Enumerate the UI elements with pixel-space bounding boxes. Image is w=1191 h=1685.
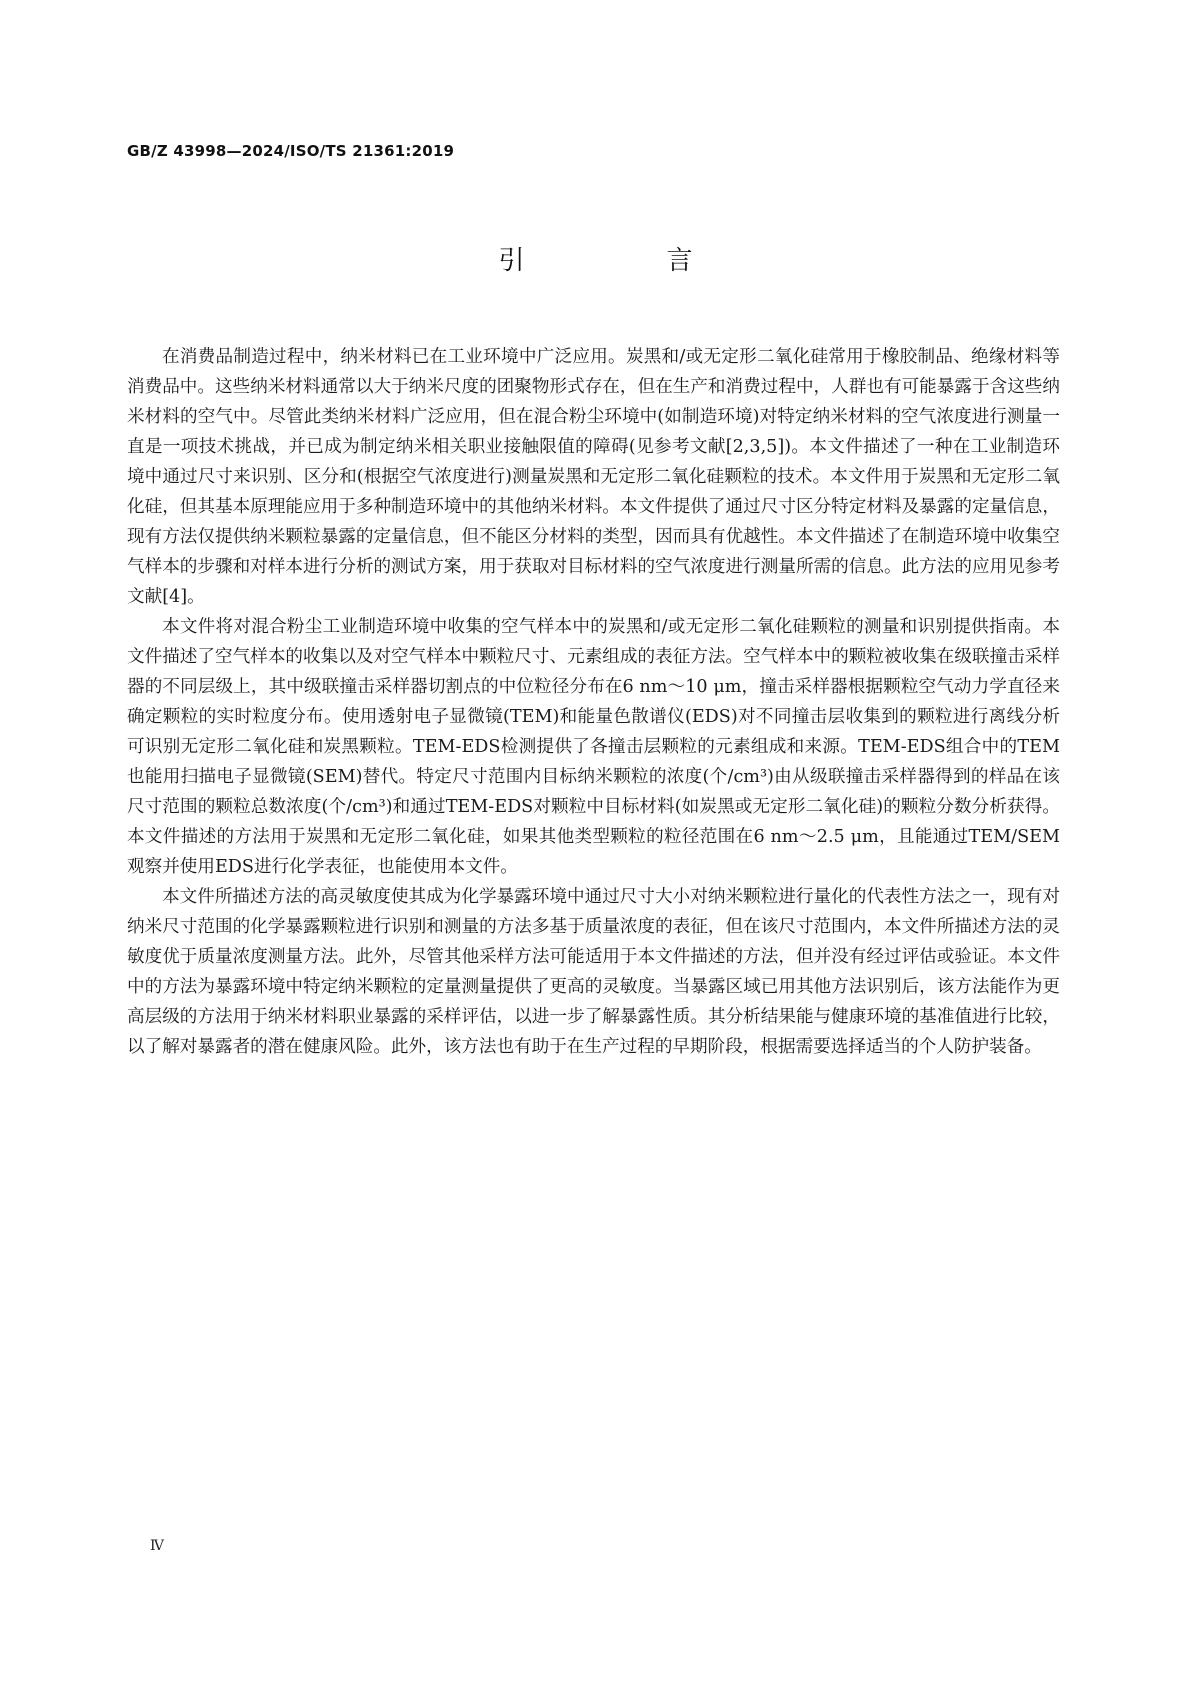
introduction-body: [127, 342, 1060, 1062]
paragraph: 本文件所描述方法的高灵敏度使其成为化学暴露环境中通过尺寸大小对纳米颗粒进行量化的代表性方法之一，现有对纳米尺寸范围的化学暴露颗粒进行识别和测量的方法多基于质量浓度的表征，但在该尺寸范围内，本文件所描述方法的灵敏度优于质量浓度测量方法。此外，尽管其他采样方法可能适用于本文件描述的方法，但并没有经过评估或验证。本文件中的方法为暴露环境中特定纳米颗粒的定量测量提供了更高的灵敏度。当暴露区域已用其他方法识别后，该方法能作为更高层级的方法用于纳米材料职业暴露的采样评估，以进一步了解暴露性质。其分析结果能与健康环境的基准值进行比较，以了解对暴露者的潜在健康风险。此外，该方法也有助于在生产过程的早期阶段，根据需要选择适当的个人防护装备。: [127, 887, 1060, 1057]
page-number: Ⅳ: [150, 1538, 164, 1554]
page-title: 引 言: [498, 246, 751, 276]
paragraph: 本文件将对混合粉尘工业制造环境中收集的空气样本中的炭黑和/或无定形二氧化硅颗粒的测量和识别提供指南。本文件描述了空气样本的收集以及对空气样本中颗粒尺寸、元素组成的表征方法。空气样本中的颗粒被收集在级联撞击采样器的不同层级上，其中级联撞击采样器切割点的中位粒径分布在6 nm～10 μm，撞击采样器根据颗粒空气动力学直径来确定颗粒的实时粒度分布。使用透射电子显微镜(TEM)和能量色散谱仪(EDS)对不同撞击层收集到的颗粒进行离线分析可识别无定形二氧化硅和炭黑颗粒。TEM-EDS检测提供了各撞击层颗粒的元素组成和来源。TEM-EDS组合中的TEM也能用扫描电子显微镜(SEM)替代。特定尺寸范围内目标纳米颗粒的浓度(个/cm³)由从级联撞击采样器得到的样品在该尺寸范围的颗粒总数浓度(个/cm³)和通过TEM-EDS对颗粒中目标材料(如炭黑或无定形二氧化硅)的颗粒分数分析获得。本文件描述的方法用于炭黑和无定形二氧化硅，如果其他类型颗粒的粒径范围在6 nm～2.5 μm，且能通过TEM/SEM观察并使用EDS进行化学表征，也能使用本文件。: [127, 617, 1060, 877]
standard-code: GB/Z 43998—2024/ISO/TS 21361:2019: [127, 142, 455, 160]
paragraph: 在消费品制造过程中，纳米材料已在工业环境中广泛应用。炭黑和/或无定形二氧化硅常用于橡胶制品、绝缘材料等消费品中。这些纳米材料通常以大于纳米尺度的团聚物形式存在，但在生产和消费过程中，人群也有可能暴露于含这些纳米材料的空气中。尽管此类纳米材料广泛应用，但在混合粉尘环境中(如制造环境)对特定纳米材料的空气浓度进行测量一直是一项技术挑战，并已成为制定纳米相关职业接触限值的障碍(见参考文献[2,3,5])。本文件描述了一种在工业制造环境中通过尺寸来识别、区分和(根据空气浓度进行)测量炭黑和无定形二氧化硅颗粒的技术。本文件用于炭黑和无定形二氧化硅，但其基本原理能应用于多种制造环境中的其他纳米材料。本文件提供了通过尺寸区分特定材料及暴露的定量信息，现有方法仅提供纳米颗粒暴露的定量信息，但不能区分材料的类型，因而具有优越性。本文件描述了在制造环境中收集空气样本的步骤和对样本进行分析的测试方案，用于获取对目标材料的空气浓度进行测量所需的信息。此方法的应用见参考文献[4]。: [127, 347, 1060, 607]
